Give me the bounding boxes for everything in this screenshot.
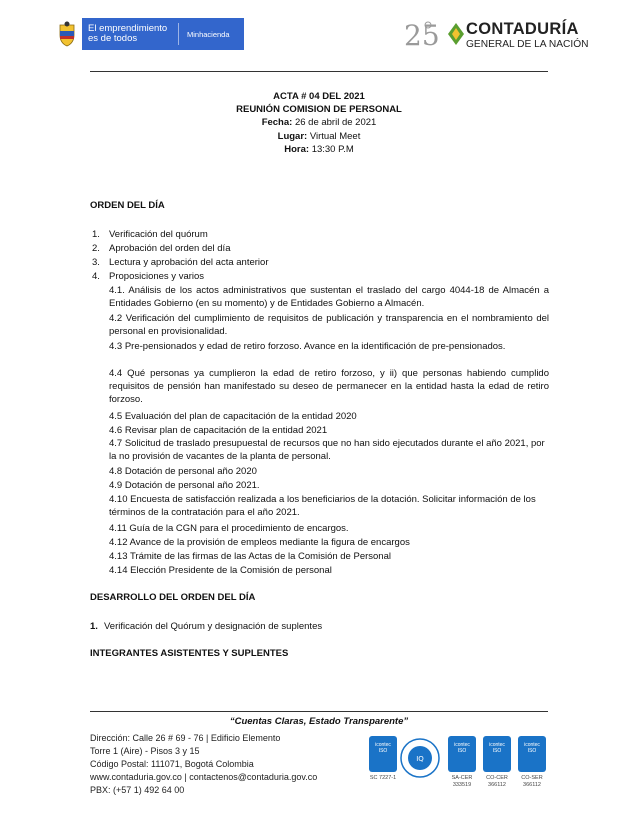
agenda-subitem: 4.5 Evaluación del plan de capacitación de la entidad 2020: [109, 411, 357, 422]
footer-divider: [90, 711, 548, 712]
header-divider: [90, 71, 548, 72]
agenda-item: Lectura y aprobación del acta anterior: [109, 257, 269, 268]
ministry-name: Minhacienda: [187, 29, 230, 39]
svg-text:25: 25: [404, 19, 440, 51]
certification-badge: [483, 736, 514, 789]
agenda-item-number: 3.: [92, 257, 100, 268]
time-value: 13:30 P.M: [311, 144, 354, 155]
cert-code: SA-CER 333519: [451, 775, 473, 788]
certification-badge: [518, 736, 549, 789]
time-label: Hora:: [284, 144, 310, 155]
gov-divider: [178, 23, 179, 45]
icontec-iso-icon: icontec ISO: [448, 736, 476, 772]
footer-phone: PBX: (+57 1) 492 64 00: [90, 785, 185, 795]
certification-badge: [400, 738, 440, 783]
acta-number: ACTA # 04 DEL 2021: [273, 91, 365, 102]
footer-contact-links[interactable]: www.contaduria.gov.co | contactenos@contaduria.gov.co: [90, 772, 318, 782]
members-heading: INTEGRANTES ASISTENTES Y SUPLENTES: [90, 648, 289, 659]
government-logo-banner: [52, 18, 244, 50]
agenda-subitem: 4.9 Dotación de personal año 2021.: [109, 480, 260, 491]
footer-address: Torre 1 (Aire) - Pisos 3 y 15: [90, 746, 200, 756]
footer-postal: Código Postal: 111071, Bogotá Colombia: [90, 759, 254, 769]
svg-text:IQ: IQ: [416, 755, 424, 763]
agenda-item-number: 2.: [92, 243, 100, 254]
agenda-item: Proposiciones y varios: [109, 271, 205, 282]
colombia-coat-of-arms-icon: [52, 18, 82, 50]
agenda-item: Verificación del quórum: [109, 229, 208, 240]
place-value: Virtual Meet: [309, 131, 361, 142]
agenda-subitem: 4.12 Avance de la provisión de empleos mediante la figura de encargos: [109, 537, 410, 548]
cgn-leaf-icon: [448, 23, 464, 45]
cgn-title: CONTADURÍA: [466, 20, 579, 38]
cert-code: SC 7227-1: [369, 775, 397, 781]
agenda-subitem: 4.6 Revisar plan de capacitación de la entidad 2021: [109, 425, 328, 436]
icontec-iso-icon: icontec ISO: [483, 736, 511, 772]
agenda-subitem: 4.2 Verificación del cumplimiento de requisitos de publicación y transparencia en el nombramiento del personal en provisionalidad.: [109, 313, 549, 338]
gov-slogan: El emprendimiento es de todos: [88, 23, 168, 44]
cgn-logo: [402, 17, 592, 51]
development-heading: DESARROLLO DEL ORDEN DEL DÍA: [90, 592, 256, 603]
agenda-subitem: 4.3 Pre-pensionados y edad de retiro forzoso. Avance en la identificación de pre-pensionados.: [109, 341, 506, 352]
footer-address: Dirección: Calle 26 # 69 - 76 | Edificio Elemento: [90, 733, 281, 743]
certification-badge: [448, 736, 479, 789]
anniversary-25-icon: [402, 17, 446, 51]
date-label: Fecha:: [261, 117, 293, 128]
agenda-subitem: 4.10 Encuesta de satisfacción realizada a los beneficiarios de la dotación. Solicitar información de los términos de la contratación para el año 2021.: [109, 494, 536, 519]
agenda-heading: ORDEN DEL DÍA: [90, 200, 165, 211]
certification-badge: [369, 736, 400, 782]
cert-code: CO-SER 366112: [521, 775, 543, 788]
agenda-subitem: 4.13 Trámite de las firmas de las Actas de la Comisión de Personal: [109, 551, 391, 562]
meeting-time: [0, 144, 638, 155]
development-item: Verificación del Quórum y designación de suplentes: [104, 621, 323, 632]
agenda-subitem: 4.14 Elección Presidente de la Comisión de personal: [109, 565, 332, 576]
agenda-subitem: 4.4 Qué personas ya cumplieron la edad de retiro forzoso, y ii) que personas habiendo cumplido requisitos de pensión han manifestado su deseo de permanecer en la entidad hasta la edad de retiro forzoso.: [109, 368, 549, 406]
iqnet-seal-icon: [400, 738, 440, 778]
date-value: 26 de abril de 2021: [294, 117, 377, 128]
meeting-date: [0, 117, 638, 128]
meeting-title: REUNIÓN COMISION DE PERSONAL: [236, 104, 402, 115]
meeting-place: [0, 131, 638, 142]
agenda-item: Aprobación del orden del día: [109, 243, 231, 254]
agenda-item-number: 4.: [92, 271, 100, 282]
agenda-subitem: 4.1. Análisis de los actos administrativos que sustentan el traslado del cargo 4044-18 de Almacén a Entidades Gobierno (en su momento) y de Entidades Gobierno a Almacén.: [109, 285, 549, 310]
agenda-item-number: 1.: [92, 229, 100, 240]
agenda-subitem: 4.11 Guía de la CGN para el procedimiento de encargos.: [109, 523, 349, 534]
agenda-subitem: 4.8 Dotación de personal año 2020: [109, 466, 257, 477]
cgn-subtitle: GENERAL DE LA NACIÓN: [466, 39, 589, 50]
agenda-subitem: 4.7 Solicitud de traslado presupuestal de recursos que no han sido ejecutados durante el año 2021, por la no provisión de vacantes de la planta de personal.: [109, 438, 545, 463]
institutional-slogan: “Cuentas Claras, Estado Transparente”: [229, 716, 409, 727]
icontec-iso-icon: icontec ISO: [518, 736, 546, 772]
place-label: Lugar:: [277, 131, 308, 142]
icontec-iso-icon: icontec ISO: [369, 736, 397, 772]
development-item-number: 1.: [90, 621, 98, 632]
cert-code: CO-CER 366112: [486, 775, 508, 788]
